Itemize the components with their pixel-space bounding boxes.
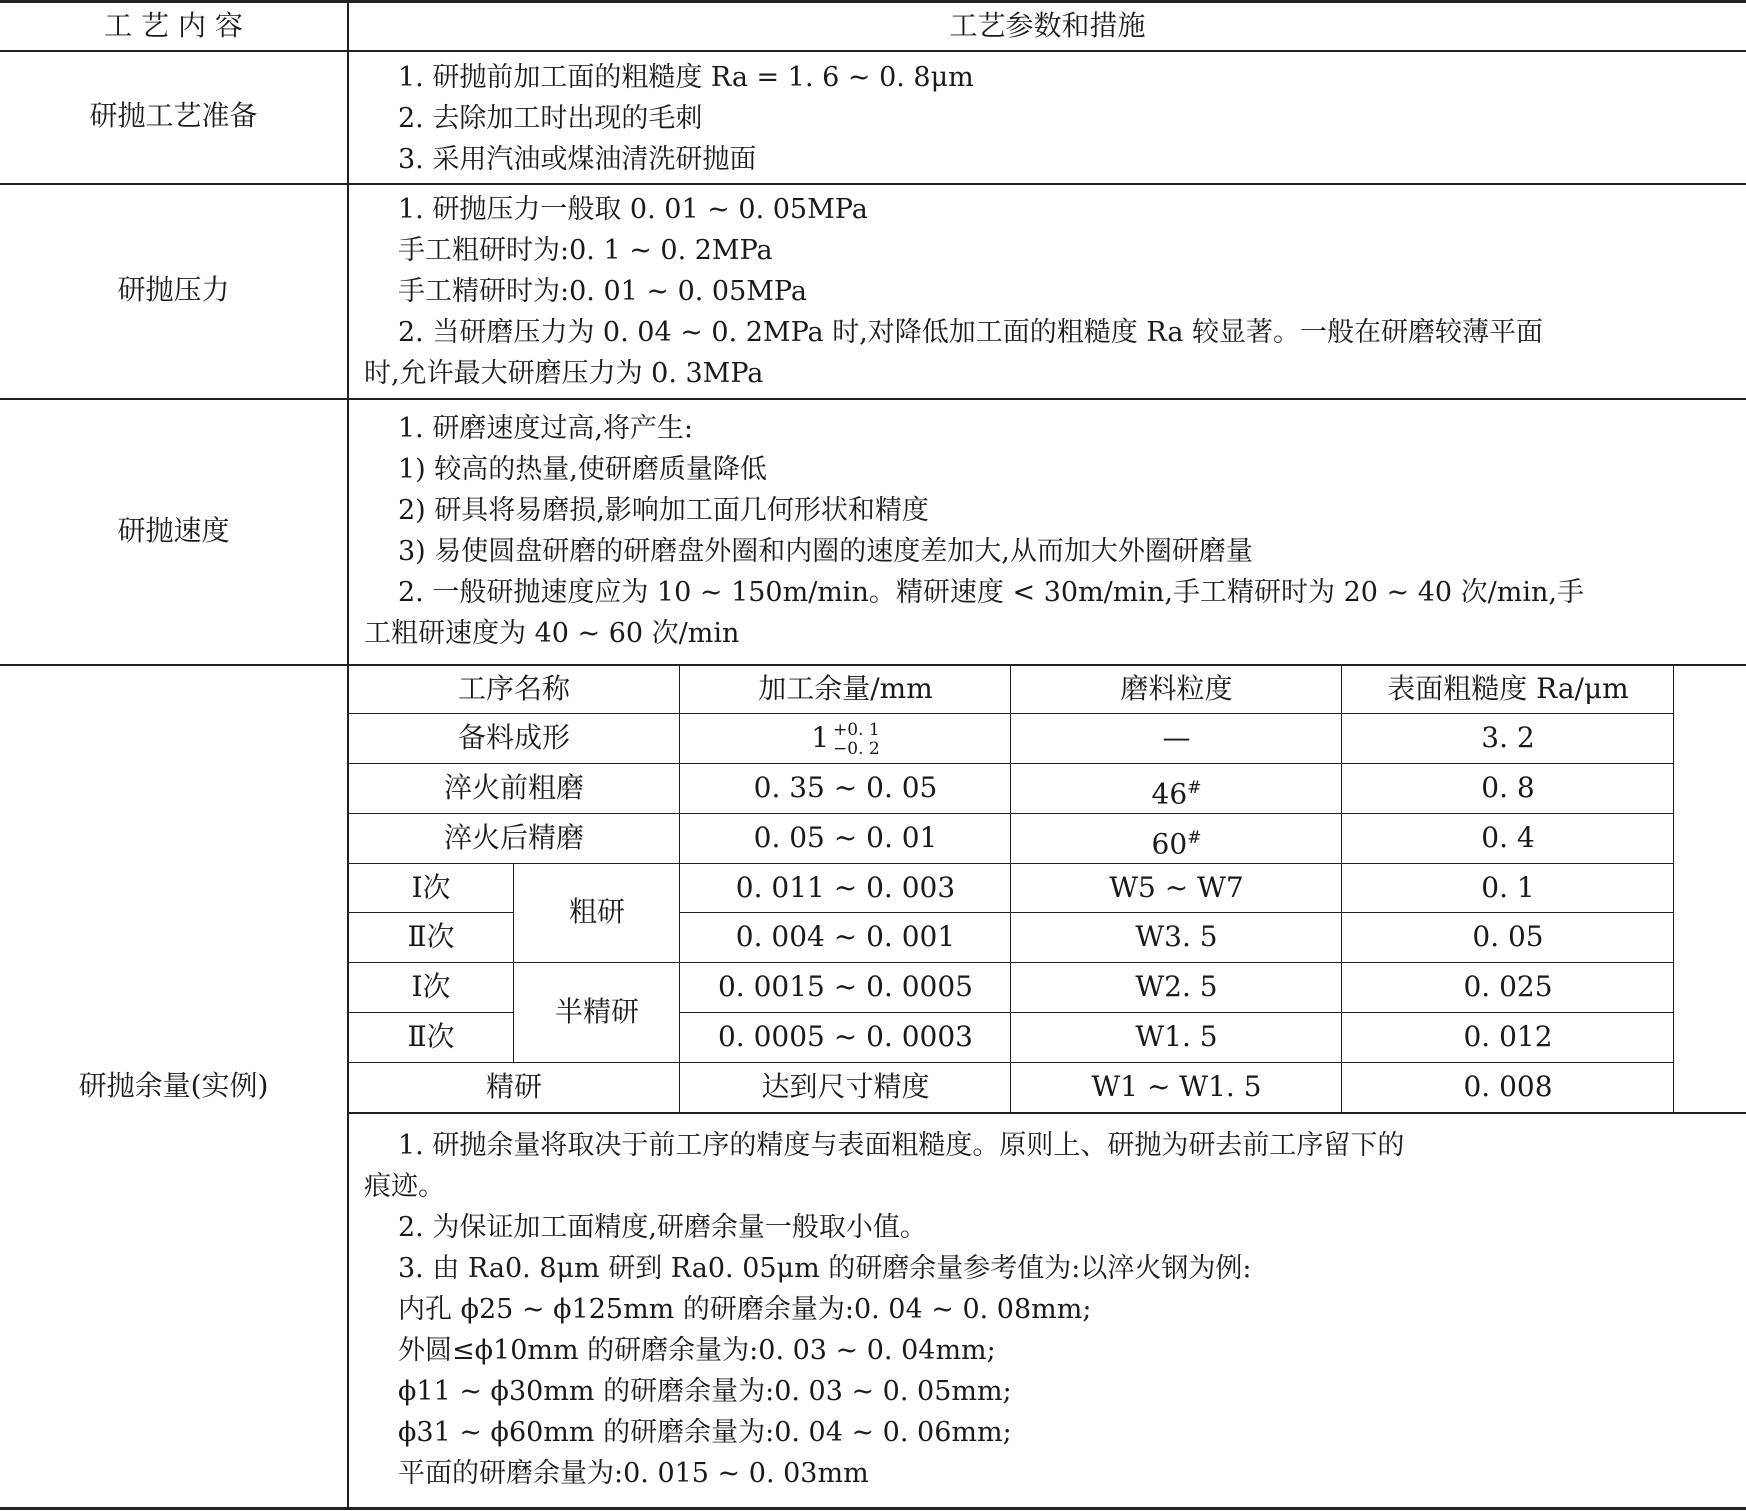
- col-header-roughness: 表面粗糙度 Ra/μm: [1387, 672, 1629, 705]
- inner-row-line: [347, 1012, 513, 1013]
- table-cell-allowance: 0. 011 ~ 0. 003: [735, 871, 956, 904]
- text-line: 2) 研具将易磨损,影响加工面几何形状和精度: [398, 495, 929, 526]
- tolerance: [833, 721, 880, 759]
- text-line: 2. 一般研抛速度应为 10 ~ 150m/min。精研速度 < 30m/min,手工精研时为 20 ~ 40 次/min,手: [398, 577, 1584, 608]
- text-line: 2. 当研磨压力为 0. 04 ~ 0. 2MPa 时,对降低加工面的粗糙度 Ra 较显著。一般在研磨较薄平面: [398, 317, 1544, 348]
- inner-row-line: [347, 912, 513, 913]
- col-header-process: 工序名称: [457, 672, 570, 705]
- note-line: ϕ11 ~ ϕ30mm 的研磨余量为:0. 03 ~ 0. 05mm;: [398, 1376, 1012, 1407]
- col-header-allowance: 加工余量/mm: [758, 672, 933, 705]
- table-cell-allowance: 0. 0015 ~ 0. 0005: [717, 970, 973, 1003]
- note-line: 外圆≤ϕ10mm 的研磨余量为:0. 03 ~ 0. 04mm;: [398, 1335, 996, 1366]
- grit-mark: #: [1187, 828, 1202, 848]
- table-cell-grit: W5 ~ W7: [1109, 871, 1244, 904]
- preparation-text: [364, 57, 1734, 180]
- table-cell-grit: W3. 5: [1135, 920, 1218, 953]
- inner-subcol-line: [513, 863, 514, 1062]
- inner-row-line: [679, 1012, 1673, 1013]
- allowance-notes: [364, 1125, 1734, 1494]
- text-line: 手工粗研时为:0. 1 ~ 0. 2MPa: [398, 235, 773, 266]
- row-label-preparation: 研抛工艺准备: [89, 99, 258, 132]
- table-cell-ra: 0. 008: [1463, 1070, 1553, 1103]
- table-cell-grit: [1012, 770, 1341, 812]
- inner-row-line: [679, 912, 1673, 913]
- table-cell-allowance: 0. 05 ~ 0. 01: [753, 821, 938, 854]
- header-process-content: 工 艺 内 容: [104, 9, 243, 42]
- row-label-speed: 研抛速度: [117, 514, 230, 547]
- note-line: 1. 研抛余量将取决于前工序的精度与表面粗糙度。原则上、研抛为研去前工序留下的: [398, 1130, 1405, 1161]
- table-cell-grit: [1012, 820, 1341, 862]
- text-line: 1. 研磨速度过高,将产生:: [398, 413, 694, 444]
- table-row-sub: Ⅱ次: [407, 1020, 455, 1053]
- table-row-sub: Ⅰ次: [411, 970, 451, 1003]
- inner-col-line: [1010, 664, 1011, 1112]
- table-cell-ra: 0. 025: [1463, 970, 1553, 1003]
- row-label-pressure: 研抛压力: [117, 273, 230, 306]
- note-line: 2. 为保证加工面精度,研磨余量一般取小值。: [398, 1212, 927, 1243]
- table-row-name: 精研: [485, 1070, 542, 1103]
- table-row-sub: Ⅱ次: [407, 920, 455, 953]
- inner-col-line: [1673, 664, 1674, 1112]
- table-row-name: 淬火前粗磨: [443, 771, 584, 804]
- table-row-name: 备料成形: [457, 721, 570, 754]
- table-cell-ra: 0. 1: [1481, 871, 1535, 904]
- table-cell-ra: 3. 2: [1481, 721, 1535, 754]
- tolerance-upper: +0. 1: [833, 719, 880, 740]
- table-top-border: [0, 0, 1746, 3]
- note-line: 内孔 ϕ25 ~ ϕ125mm 的研磨余量为:0. 04 ~ 0. 08mm;: [398, 1294, 1092, 1325]
- table-cell-grit: W1. 5: [1135, 1020, 1218, 1053]
- note-line: 3. 由 Ra0. 8μm 研到 Ra0. 05μm 的研磨余量参考值为:以淬火钢为例:: [398, 1253, 1252, 1284]
- table-cell-ra: 0. 012: [1463, 1020, 1553, 1053]
- header-bottom-border: [0, 50, 1746, 52]
- table-cell-allowance: 0. 35 ~ 0. 05: [753, 771, 938, 804]
- group-label-rough: 粗研: [568, 895, 625, 928]
- text-line: 1. 研抛前加工面的粗糙度 Ra = 1. 6 ~ 0. 8μm: [398, 62, 974, 93]
- allowance-nominal: 1: [811, 721, 830, 754]
- pressure-text: [364, 189, 1734, 394]
- table-cell-grit: W1 ~ W1. 5: [1091, 1070, 1262, 1103]
- allowance-with-tolerance: [681, 720, 1010, 759]
- tolerance-lower: −0. 2: [833, 738, 880, 759]
- row3-bottom-border: [0, 664, 1746, 666]
- table-cell-grit: —: [1162, 721, 1191, 754]
- row-label-allowance: 研抛余量(实例): [78, 1069, 269, 1102]
- row1-bottom-border: [0, 183, 1746, 185]
- text-line: 1. 研抛压力一般取 0. 01 ~ 0. 05MPa: [398, 194, 868, 225]
- text-line: 1) 较高的热量,使研磨质量降低: [398, 454, 767, 485]
- table-cell-allowance: 达到尺寸精度: [761, 1070, 930, 1103]
- note-line: 痕迹。: [364, 1171, 445, 1202]
- note-line: 平面的研磨余量为:0. 015 ~ 0. 03mm: [398, 1458, 869, 1489]
- table-cell-ra: 0. 05: [1472, 920, 1544, 953]
- inner-col-line: [679, 664, 680, 1112]
- text-line: 3. 采用汽油或煤油清洗研抛面: [398, 144, 757, 175]
- table-row-name: 淬火后精磨: [443, 821, 584, 854]
- grit-value: 46: [1151, 777, 1188, 811]
- group-label-semi-finish: 半精研: [554, 995, 639, 1028]
- grit-mark: #: [1187, 778, 1202, 798]
- inner-table-bottom: [347, 1112, 1746, 1114]
- text-line: 3) 易使圆盘研磨的研磨盘外圈和内圈的速度差加大,从而加大外圈研磨量: [398, 536, 1253, 567]
- col-header-grit: 磨料粒度: [1120, 672, 1233, 705]
- inner-col-line: [1341, 664, 1342, 1112]
- text-line: 2. 去除加工时出现的毛刺: [398, 103, 703, 134]
- header-parameters: 工艺参数和措施: [949, 9, 1146, 42]
- table-cell-ra: 0. 8: [1481, 771, 1535, 804]
- text-line: 时,允许最大研磨压力为 0. 3MPa: [364, 358, 764, 389]
- note-line: ϕ31 ~ ϕ60mm 的研磨余量为:0. 04 ~ 0. 06mm;: [398, 1417, 1012, 1448]
- text-line: 手工精研时为:0. 01 ~ 0. 05MPa: [398, 276, 807, 307]
- speed-text: [364, 408, 1734, 654]
- row2-bottom-border: [0, 398, 1746, 400]
- table-cell-allowance: 0. 004 ~ 0. 001: [735, 920, 956, 953]
- table-row-sub: Ⅰ次: [411, 871, 451, 904]
- table-cell-allowance: 0. 0005 ~ 0. 0003: [717, 1020, 973, 1053]
- grit-value: 60: [1151, 827, 1188, 861]
- table-bottom-border: [0, 1507, 1746, 1510]
- table-cell-grit: W2. 5: [1135, 970, 1218, 1003]
- text-line: 工粗研速度为 40 ~ 60 次/min: [364, 618, 740, 649]
- table-cell-ra: 0. 4: [1481, 821, 1535, 854]
